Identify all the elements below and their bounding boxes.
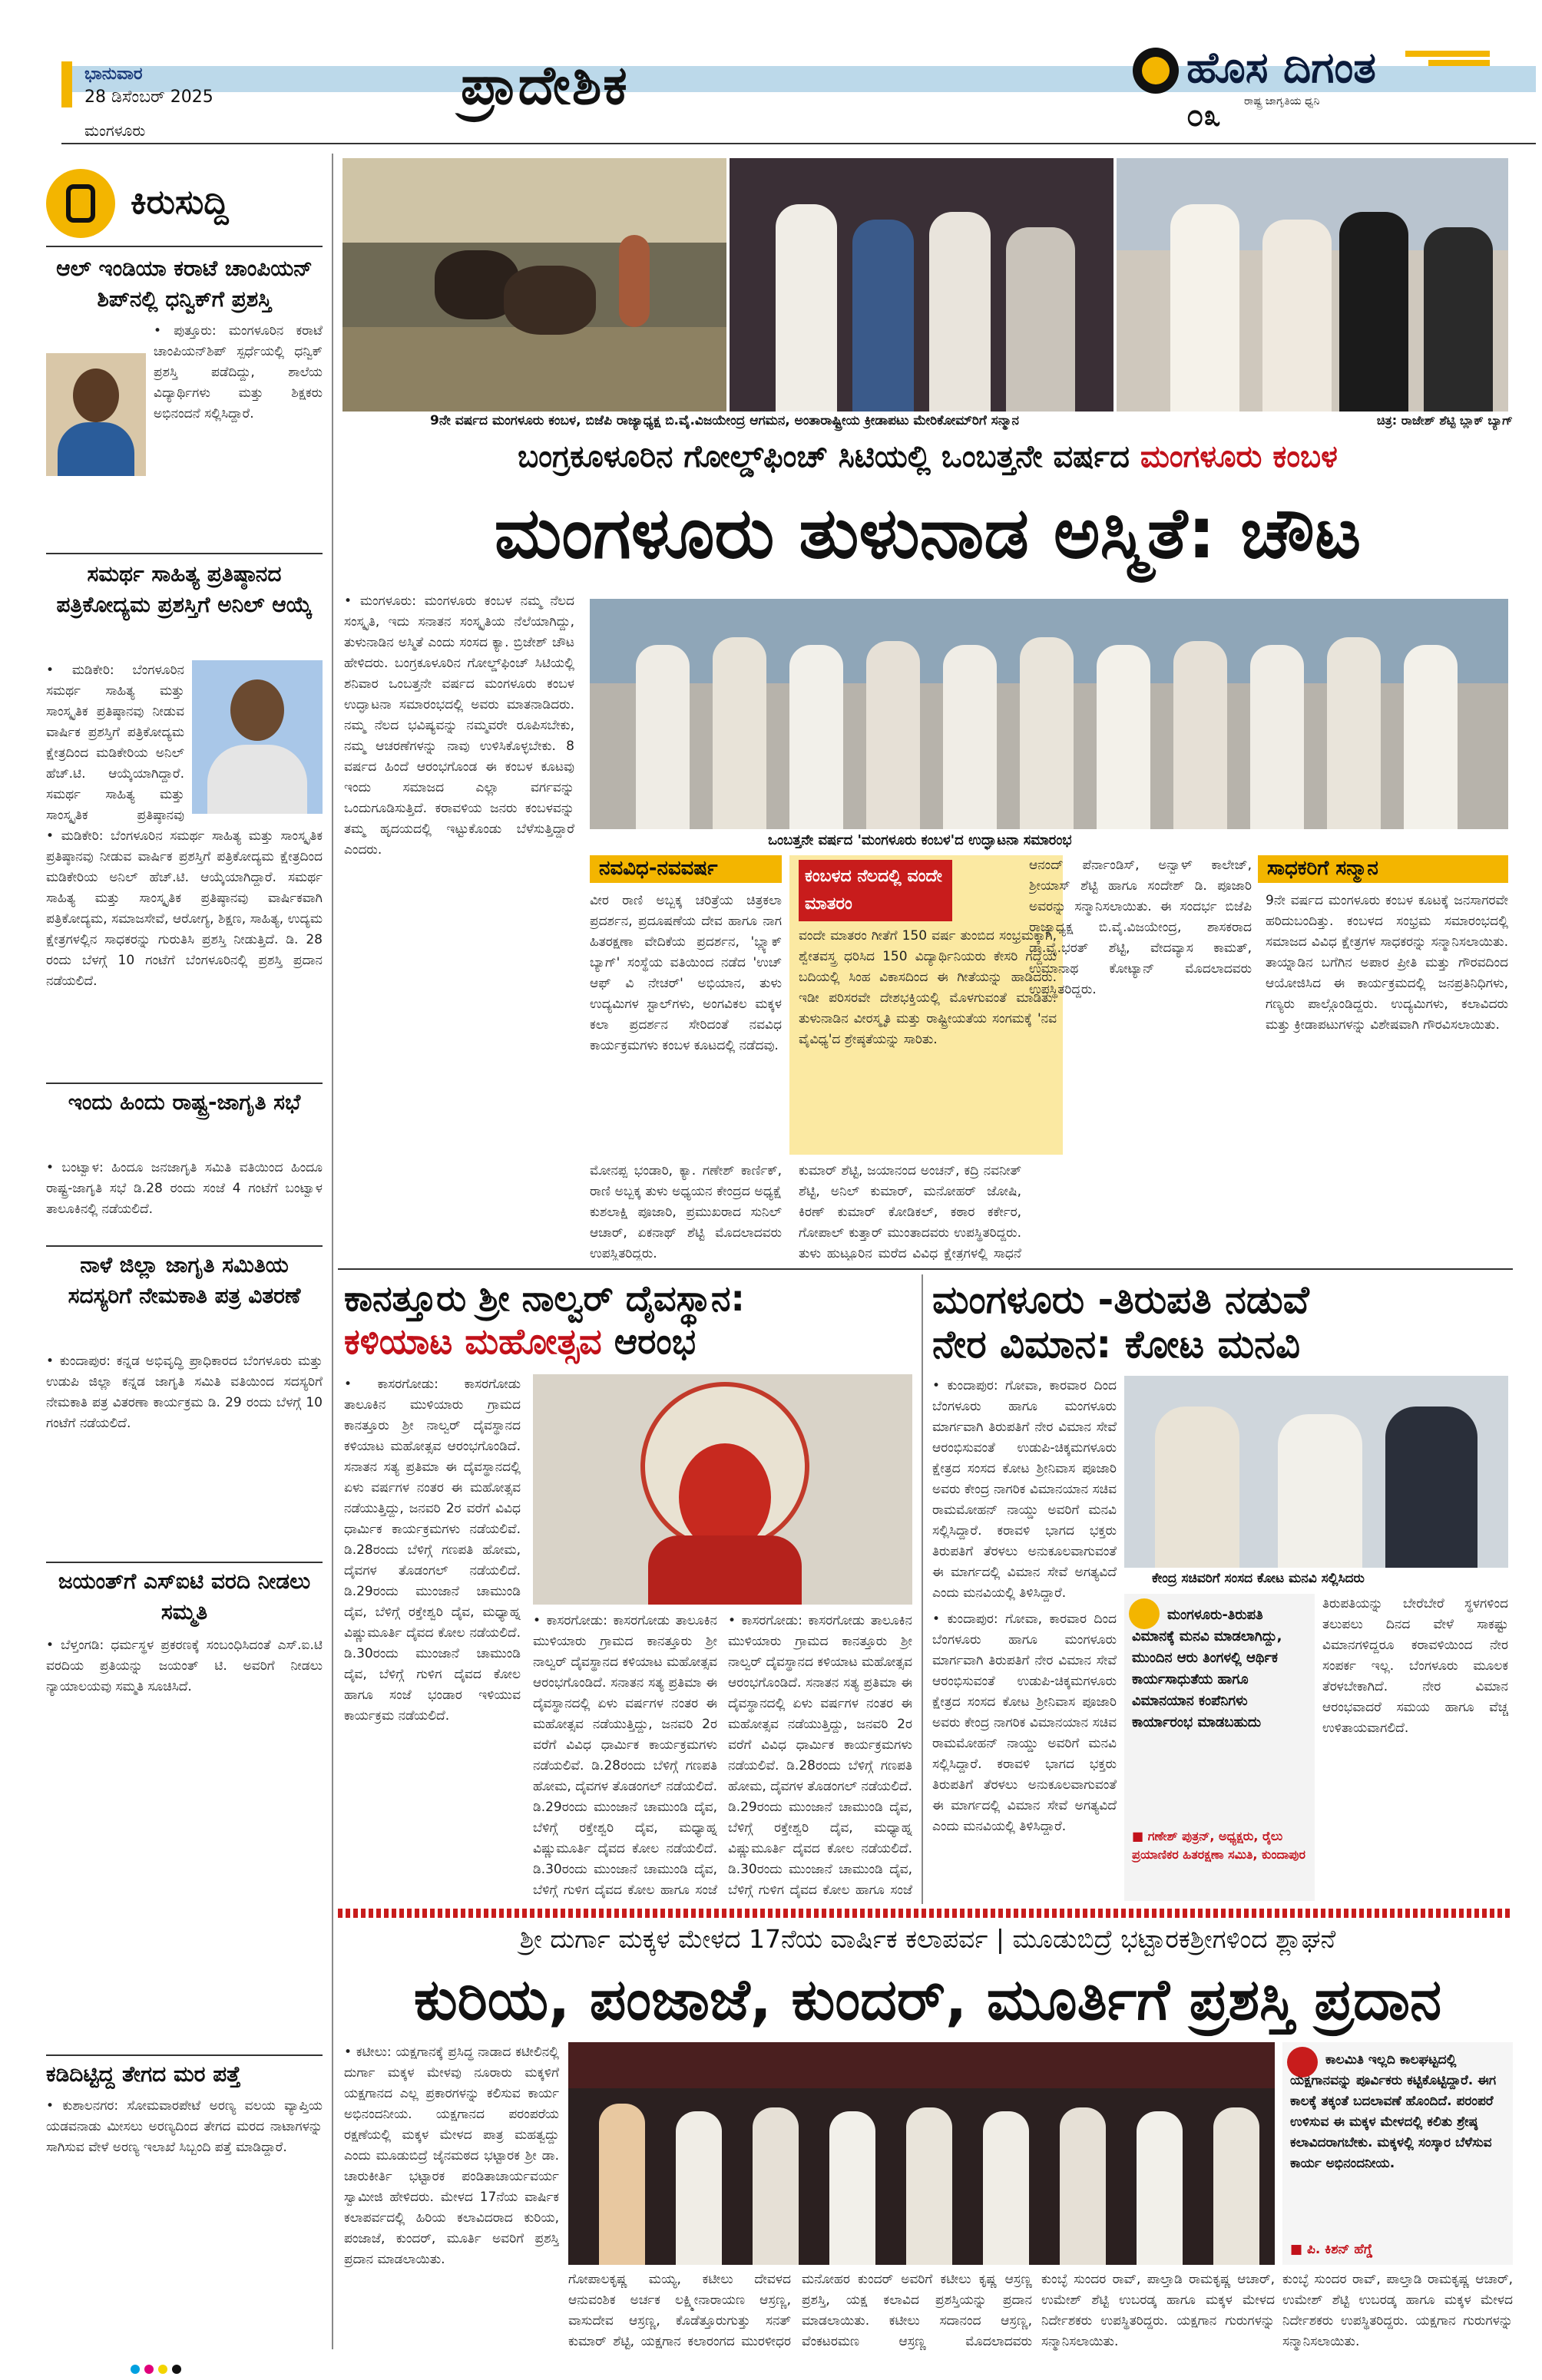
section-title: ಪ್ರಾದೇಶಿಕ xyxy=(461,54,629,117)
reg-dot xyxy=(144,2365,154,2374)
kiru-suddi-label: ಕಿರುಸುದ್ದಿ xyxy=(131,183,229,222)
logo-emblem-icon xyxy=(1133,48,1179,94)
kiru-headline-6: ಕಡಿದಿಟ್ಟಿದ್ದ ತೇಗದ ಮರ ಪತ್ತೆ xyxy=(46,2061,241,2087)
kiru-text-2a: • ಮಡಿಕೇರಿ: ಬೆಂಗಳೂರಿನ ಸಮರ್ಥ ಸಾಹಿತ್ಯ ಮತ್ತು ಸಾಂಸ್ಕೃತಿಕ ಪ್ರತಿಷ್ಠಾನವು ನೀಡುವ ವಾರ್ಷಿಕ ಪ್ರಶಸ್ತಿಗೆ ಪತ್ರಿಕೋದ್ಯಮ ಕ್ಷೇತ್ರದಿಂದ ಮಡಿಕೇರಿಯ ಅನಿಲ್ ಹೆಚ್.ಟಿ. ಆಯ್ಕೆಯಾಗಿದ್ದಾರೆ. ಸಮರ್ಥ ಸಾಹಿತ್ಯ ಮತ್ತು ಸಾಂಸ್ಕೃತಿಕ ಪ್ರತಿಷ್ಠಾನವು xyxy=(46,663,184,823)
kiru-text-3: • ಬಂಟ್ವಾಳ: ಹಿಂದೂ ಜನಜಾಗೃತಿ ಸಮಿತಿ ವತಿಯಿಂದ ಹಿಂದೂ ರಾಷ್ಟ್ರ-ಜಾಗೃತಿ ಸಭೆ ಡಿ.28 ರಂದು ಸಂಜೆ 4 ಗಂಟೆಗೆ ಬಂಟ್ವಾಳ ತಾಲೂಕಿನಲ್ಲಿ ನಡೆಯಲಿದೆ. xyxy=(46,1160,323,1217)
tirupati-headline-2: ನೇರ ವಿಮಾನ: ಕೋಟ ಮನವಿ xyxy=(932,1322,1301,1367)
kiru-photo-1 xyxy=(46,353,146,476)
tirupati-quote-author: ■ ಗಣೇಶ್ ಪುತ್ರನ್, ಅಧ್ಯಕ್ಷರು, ರೈಲು ಪ್ರಯಾಣಿಕರ ಹಿತರಕ್ಷಣಾ ಸಮಿತಿ, ಕುಂದಾಪುರ xyxy=(1132,1829,1305,1862)
paper-tagline: ರಾಷ್ಟ್ರ ಜಾಗೃತಿಯ ಧ್ವನಿ xyxy=(1244,95,1320,107)
sadhaka-body: 9ನೇ ವರ್ಷದ ಮಂಗಳೂರು ಕಂಬಳ ಕೂಟಕ್ಕೆ ಜನಸಾಗರವೇ ಹರಿದುಬಂದಿತ್ತು. ಕಂಬಳದ ಸಂಭ್ರಮ ಸಮಾರಂಭದಲ್ಲಿ ಸಮಾಜದ ವಿವಿಧ ಕ್ಷೇತ್ರಗಳ ಸಾಧಕರನ್ನು ಸನ್ಮಾನಿಸಲಾಯಿತು. ತಾಯ್ನಾಡಿನ ಬಗೆಗಿನ ಅಪಾರ ಪ್ರೀತಿ ಮತ್ತು ಗೌರವದಿಂದ ಆಯೋಜಿಸಿದ ಈ ಕಾರ್ಯಕ್ರಮದಲ್ಲಿ ಜನಪ್ರತಿನಿಧಿಗಳು, ಗಣ್ಯರು ಪಾಲ್ಗೊಂಡಿದ್ದರು. ಉದ್ಯಮಿಗಳು, ಕಲಾವಿದರು ಮತ್ತು ಕ್ರೀಡಾಪಟುಗಳನ್ನು ವಿಶೇಷವಾಗಿ ಗೌರವಿಸಲಾಯಿತು. xyxy=(1266,893,1508,1033)
tirupati-headline-1: ಮಂಗಳೂರು -ತಿರುಪತಿ ನಡುವೆ xyxy=(932,1278,1309,1322)
kurri-body-3: ಮನೋಹರ ಕುಂದರ್ ಅವರಿಗೆ ಕಟೀಲು ಕೃಷ್ಣ ಆಸ್ರಣ್ಣ ಪ್ರಶಸ್ತಿ, ಯಕ್ಷ ಕಲಾವಿದ ಪ್ರಶಸ್ತಿಯನ್ನು ಪ್ರದಾನ ಮಾಡಲಾಯಿತು. ಕಟೀಲು ಸದಾನಂದ ಆಸ್ರಣ್ಣ, ವೆಂಕಟರಮಣ ಆಸ್ರಣ್ಣ ಮೊದಲಾದವರು xyxy=(802,2272,1032,2349)
vande-body: ವಂದೇ ಮಾತರಂ ಗೀತೆಗೆ 150 ವರ್ಷ ತುಂಬಿದ ಸಂಭ್ರಮಕ್ಕಾಗಿ, ಶ್ವೇತವಸ್ತ್ರ ಧರಿಸಿದ 150 ವಿದ್ಯಾರ್ಥಿನಿಯರು ಕೇಸರಿ ಗದ್ದೆಯ ಬದಿಯಲ್ಲಿ ಸಿಂಹ ವಿಕಾಸದಿಂದ ಈ ಗೀತೆಯನ್ನು ಹಾಡಿದರು. ಇಡೀ ಪರಿಸರವೇ ದೇಶಭಕ್ತಿಯಲ್ಲಿ ಮೊಳಗುವಂತೆ ಮಾಡಿತು. ತುಳುನಾಡಿನ ವೀರಸ್ಮೃತಿ ಮತ್ತು ರಾಷ್ಟ್ರೀಯತೆಯ ಸಂಗಮಕ್ಕೆ 'ನವ ವೈವಿಧ್ಯ'ದ ಶ್ರೇಷ್ಠತೆಯನ್ನು ಸಾರಿತು. xyxy=(799,928,1057,1047)
lead-kicker-text: ಬಂಗ್ರಕೂಳೂರಿನ ಗೋಲ್ಡ್‌ಫಿಂಚ್ ಸಿಟಿಯಲ್ಲಿ ಒಂಬತ್ತನೇ ವರ್ಷದ xyxy=(518,439,1140,474)
kanattur-body: • ಕಾಸರಗೋಡು: ಕಾಸರಗೋಡು ತಾಲೂಕಿನ ಮುಳಿಯಾರು ಗ್ರಾಮದ ಕಾನತ್ತೂರು ಶ್ರೀ ನಾಲ್ವರ್ ದೈವಸ್ಥಾನದ ಕಳಿಯಾಟ ಮಹೋತ್ಸವ ಆರಂಭಗೊಂಡಿದೆ. ಸನಾತನ ಸತ್ಯ ಪ್ರತಿಮಾ ಈ ದೈವಸ್ಥಾನದಲ್ಲಿ ಏಳು ವರ್ಷಗಳ ನಂತರ ಈ ಮಹೋತ್ಸವ ನಡೆಯುತ್ತಿದ್ದು, ಜನವರಿ 2ರ ವರೆಗೆ ವಿವಿಧ ಧಾರ್ಮಿಕ ಕಾರ್ಯಕ್ರಮಗಳು ನಡೆಯಲಿವೆ. ಡಿ.28ರಂದು ಬೆಳಿಗ್ಗೆ ಗಣಪತಿ ಹೋಮ, ದೈವಗಳ ತೊಡಂಗಲ್ ನಡೆಯಲಿದೆ. ಡಿ.29ರಂದು ಮುಂಜಾನೆ ಚಾಮುಂಡಿ ದೈವ, ಬೆಳಿಗ್ಗೆ ರಕ್ತೇಶ್ವರಿ ದೈವ, ಮಧ್ಯಾಹ್ನ ವಿಷ್ಣುಮೂರ್ತಿ ದೈವದ ಕೋಲ ನಡೆಯಲಿದೆ. ಡಿ.30ರಂದು ಮುಂಜಾನೆ ಚಾಮುಂಡಿ ದೈವ, ಬೆಳಿಗ್ಗೆ ಗುಳಿಗ ದೈವದ ಕೋಲ ಹಾಗೂ ಸಂಜೆ ಭಂಡಾರ ಇಳಿಯುವ ಕಾರ್ಯಕ್ರಮ ನಡೆಯಲಿದೆ. xyxy=(344,1377,521,1724)
kurri-kicker: ಶ್ರೀ ದುರ್ಗಾ ಮಕ್ಕಳ ಮೇಳದ 17ನೆಯ ವಾರ್ಷಿಕ ಕಲಾಪರ್ವ | ಮೂಡುಬಿದ್ರೆ ಭಟ್ಟಾರಕಶ್ರೀಗಳಿಂದ ಶ್ಲಾಘನೆ xyxy=(519,1924,1336,1954)
tirupati-quote: ಮಂಗಳೂರು-ತಿರುಪತಿ ವಿಮಾನಕ್ಕೆ ಮನವಿ ಮಾಡಲಾಗಿದ್ದು, ಮುಂದಿನ ಆರು ತಿಂಗಳಲ್ಲಿ ಆರ್ಥಿಕ ಕಾರ್ಯಸಾಧುತೆಯ ಹಾಗೂ ವಿಮಾನಯಾನ ಕಂಪೆನಿಗಳು ಕಾರ್ಯಾರಂಭ ಮಾಡಬಹುದು xyxy=(1132,1607,1282,1730)
kurri-quote-author: ■ ಪಿ. ಕಿಶನ್ ಹೆಗ್ಡೆ xyxy=(1290,2242,1373,2257)
left-column-divider xyxy=(332,154,333,2349)
kota-caption: ಕೇಂದ್ರ ಸಚಿವರಿಗೆ ಸಂಸದ ಕೋಟ ಮನವಿ ಸಲ್ಲಿಸಿದರು xyxy=(1152,1571,1365,1586)
kiru-sep-4 xyxy=(46,1562,323,1563)
kiru-headline-3: ಇಂದು ಹಿಂದು ರಾಷ್ಟ್ರ-ಜಾಗೃತಿ ಸಭೆ xyxy=(68,1089,301,1115)
header-day: ಭಾನುವಾರ xyxy=(84,64,143,84)
inauguration-caption: ಒಂಬತ್ತನೇ ವರ್ಷದ 'ಮಂಗಳೂರು ಕಂಬಳ'ದ ಉದ್ಘಾಟನಾ ಸಮಾರಂಭ xyxy=(768,832,1072,848)
kiru-text-5: • ಬೆಳ್ತಂಗಡಿ: ಧರ್ಮಸ್ಥಳ ಪ್ರಕರಣಕ್ಕೆ ಸಂಬಂಧಿಸಿದಂತೆ ಎಸ್.ಐ.ಟಿ ವರದಿಯ ಪ್ರತಿಯನ್ನು ಜಯಂತ್ ಟಿ. ಅವರಿಗೆ ನೀಡಲು ನ್ಯಾಯಾಲಯವು ಸಮ್ಮತಿ ಸೂಚಿಸಿದೆ. xyxy=(46,1638,323,1694)
lead-kicker xyxy=(344,439,1511,474)
kanattur-body-2: • ಕಾಸರಗೋಡು: ಕಾಸರಗೋಡು ತಾಲೂಕಿನ ಮುಳಿಯಾರು ಗ್ರಾಮದ ಕಾನತ್ತೂರು ಶ್ರೀ ನಾಲ್ವರ್ ದೈವಸ್ಥಾನದ ಕಳಿಯಾಟ ಮಹೋತ್ಸವ ಆರಂಭಗೊಂಡಿದೆ. ಸನಾತನ ಸತ್ಯ ಪ್ರತಿಮಾ ಈ ದೈವಸ್ಥಾನದಲ್ಲಿ ಏಳು ವರ್ಷಗಳ ನಂತರ ಈ ಮಹೋತ್ಸವ ನಡೆಯುತ್ತಿದ್ದು, ಜನವರಿ 2ರ ವರೆಗೆ ವಿವಿಧ ಧಾರ್ಮಿಕ ಕಾರ್ಯಕ್ರಮಗಳು ನಡೆಯಲಿವೆ. ಡಿ.28ರಂದು ಬೆಳಿಗ್ಗೆ ಗಣಪತಿ ಹೋಮ, ದೈವಗಳ ತೊಡಂಗಲ್ ನಡೆಯಲಿದೆ. ಡಿ.29ರಂದು ಮುಂಜಾನೆ ಚಾಮುಂಡಿ ದೈವ, ಬೆಳಿಗ್ಗೆ ರಕ್ತೇಶ್ವರಿ ದೈವ, ಮಧ್ಯಾಹ್ನ ವಿಷ್ಣುಮೂರ್ತಿ ದೈವದ ಕೋಲ ನಡೆಯಲಿದೆ. ಡಿ.30ರಂದು ಮುಂಜಾನೆ ಚಾಮುಂಡಿ ದೈವ, ಬೆಳಿಗ್ಗೆ ಗುಳಿಗ ದೈವದ ಕೋಲ ಹಾಗೂ ಸಂಜೆ xyxy=(533,1613,717,1898)
reg-dot xyxy=(131,2365,140,2374)
kurri-body-4: ಕುಂಬ್ಳೆ ಸುಂದರ ರಾವ್, ಪಾಲ್ತಾಡಿ ರಾಮಕೃಷ್ಣ ಆಚಾರ್, ಉಮೇಶ್ ಶೆಟ್ಟಿ ಉಬರಡ್ಕ ಹಾಗೂ ಮಕ್ಕಳ ಮೇಳದ ನಿರ್ದೇಶಕರು ಉಪಸ್ಥಿತರಿದ್ದರು. ಯಕ್ಷಗಾನ ಗುರುಗಳನ್ನು ಸನ್ಮಾನಿಸಲಾಯಿತು. xyxy=(1041,2272,1275,2349)
reg-dot xyxy=(172,2365,181,2374)
kiru-suddi-icon xyxy=(46,169,115,238)
logo-bar-2 xyxy=(1428,60,1490,66)
photo-inauguration xyxy=(590,599,1508,829)
kiru-headline-1: ಆಲ್ ಇಂಡಿಯಾ ಕರಾಟೆ ಚಾಂಪಿಯನ್ ಶಿಪ್‌ನಲ್ಲಿ ಧನ್ವಿಕ್‌ಗೆ ಪ್ರಶಸ್ತಿ xyxy=(56,256,313,312)
photo-vijayendra-arrival xyxy=(730,158,1113,412)
logo-bar xyxy=(1405,51,1490,57)
kiru-sep-2 xyxy=(46,1083,323,1084)
top-photos-caption: 9ನೇ ವರ್ಷದ ಮಂಗಳೂರು ಕಂಬಳ, ಬಿಜೆಪಿ ರಾಜ್ಯಾಧ್ಯಕ್ಷ ಬಿ.ವೈ.ವಿಜಯೇಂದ್ರ ಆಗಮನ, ಅಂತಾರಾಷ್ಟ್ರೀಯ ಕ್ರೀಡಾಪಟು ಮೇರಿಕೋಮ್‌ರಿಗೆ ಸನ್ಮಾನ xyxy=(430,413,1019,428)
kanattur-body-3: • ಕಾಸರಗೋಡು: ಕಾಸರಗೋಡು ತಾಲೂಕಿನ ಮುಳಿಯಾರು ಗ್ರಾಮದ ಕಾನತ್ತೂರು ಶ್ರೀ ನಾಲ್ವರ್ ದೈವಸ್ಥಾನದ ಕಳಿಯಾಟ ಮಹೋತ್ಸವ ಆರಂಭಗೊಂಡಿದೆ. ಸನಾತನ ಸತ್ಯ ಪ್ರತಿಮಾ ಈ ದೈವಸ್ಥಾನದಲ್ಲಿ ಏಳು ವರ್ಷಗಳ ನಂತರ ಈ ಮಹೋತ್ಸವ ನಡೆಯುತ್ತಿದ್ದು, ಜನವರಿ 2ರ ವರೆಗೆ ವಿವಿಧ ಧಾರ್ಮಿಕ ಕಾರ್ಯಕ್ರಮಗಳು ನಡೆಯಲಿವೆ. ಡಿ.28ರಂದು ಬೆಳಿಗ್ಗೆ ಗಣಪತಿ ಹೋಮ, ದೈವಗಳ ತೊಡಂಗಲ್ ನಡೆಯಲಿದೆ. ಡಿ.29ರಂದು ಮುಂಜಾನೆ ಚಾಮುಂಡಿ ದೈವ, ಬೆಳಿಗ್ಗೆ ರಕ್ತೇಶ್ವರಿ ದೈವ, ಮಧ್ಯಾಹ್ನ ವಿಷ್ಣುಮೂರ್ತಿ ದೈವದ ಕೋಲ ನಡೆಯಲಿದೆ. ಡಿ.30ರಂದು ಮುಂಜಾನೆ ಚಾಮುಂಡಿ ದೈವ, ಬೆಳಿಗ್ಗೆ ಗುಳಿಗ ದೈವದ ಕೋಲ ಹಾಗೂ ಸಂಜೆ xyxy=(728,1613,912,1898)
lead-bottom-rule xyxy=(338,1268,1513,1270)
photo-kota-petition xyxy=(1124,1376,1508,1568)
kiru-rule xyxy=(46,246,323,247)
page-number: ೦೩ xyxy=(1186,98,1221,134)
sadhaka-title: ಸಾಧಕರಿಗೆ ಸನ್ಮಾನ xyxy=(1267,857,1378,880)
kurri-body-2: ಗೋಪಾಲಕೃಷ್ಣ ಮಯ್ಯ, ಕಟೀಲು ದೇವಳದ ಆನುವಂಶಿಕ ಅರ್ಚಕ ಲಕ್ಷ್ಮೀನಾರಾಯಣ ಆಸ್ರಣ್ಣ, ವಾಸುದೇವ ಆಸ್ರಣ್ಣ, ಕೊಡೆತ್ತೂರುಗುತ್ತು ಸನತ್ ಕುಮಾರ್ ಶೆಟ್ಟಿ, ಯಕ್ಷಗಾನ ಕಲಾರಂಗದ ಮುರಳೀಧರ xyxy=(568,2272,791,2349)
paper-name: ಹೊಸ ದಿಗಂತ xyxy=(1186,43,1376,93)
section-divider-stripes xyxy=(338,1909,1513,1918)
lead-kicker-red: ಮಂಗಳೂರು ಕಂಬಳ xyxy=(1140,439,1338,474)
kiru-headline-5: ಜಯಂತ್‌ಗೆ ಎಸ್‌ಐಟಿ ವರದಿ ನೀಡಲು ಸಮ್ಮತಿ xyxy=(58,1568,311,1625)
header-city: ಮಂಗಳೂರು xyxy=(84,121,146,140)
photo-award-stage xyxy=(568,2042,1275,2265)
kiru-sep-5 xyxy=(46,2054,323,2056)
reg-dot xyxy=(158,2365,167,2374)
lead-body: • ಮಂಗಳೂರು: ಮಂಗಳೂರು ಕಂಬಳ ನಮ್ಮ ನೆಲದ ಸಂಸ್ಕೃತಿ, ಇದು ಸನಾತನ ಸಂಸ್ಕೃತಿಯ ನೆಲೆಯಾಗಿದ್ದು, ತುಳುನಾಡಿನ ಅಸ್ಮಿತೆ ಎಂದು ಸಂಸದ ಕ್ಯಾ. ಬ್ರಿಜೇಶ್ ಚೌಟ ಹೇಳಿದರು. ಬಂಗ್ರಕೂಳೂರಿನ ಗೋಲ್ಡ್‌ಫಿಂಚ್ ಸಿಟಿಯಲ್ಲಿ ಶನಿವಾರ ಒಂಬತ್ತನೇ ವರ್ಷದ ಮಂಗಳೂರು ಕಂಬಳ ಉದ್ಘಾಟನಾ ಸಮಾರಂಭದಲ್ಲಿ ಅವರು ಮಾತನಾಡಿದರು. ನಮ್ಮ ನೆಲದ ಭವಿಷ್ಯವನ್ನು ನಮ್ಮವರೇ ರೂಪಿಸಬೇಕು, ನಮ್ಮ ಆಚರಣೆಗಳನ್ನು ನಾವು ಉಳಿಸಿಕೊಳ್ಳಬೇಕು. 8 ವರ್ಷದ ಹಿಂದೆ ಆರಂಭಗೊಂಡ ಈ ಕಂಬಳ ಕೂಟವು ಇಂದು ಸಮಾಜದ ಎಲ್ಲಾ ವರ್ಗವನ್ನು ಒಂದುಗೂಡಿಸುತ್ತಿದೆ. ಕರಾವಳಿಯ ಜನರು ಕಂಬಳವನ್ನು ತಮ್ಮ ಹೃದಯದಲ್ಲಿ ಇಟ್ಟುಕೊಂಡು ಬೆಳೆಸುತ್ತಿದ್ದಾರೆ ಎಂದರು. xyxy=(344,593,574,858)
tirupati-body-b: • ಕುಂದಾಪುರ: ಗೋವಾ, ಕಾರವಾರ ದಿಂದ ಬೆಂಗಳೂರು ಹಾಗೂ ಮಂಗಳೂರು ಮಾರ್ಗವಾಗಿ ತಿರುಪತಿಗೆ ನೇರ ವಿಮಾನ ಸೇವೆ ಆರಂಭಿಸುವಂತೆ ಉಡುಪಿ-ಚಿಕ್ಕಮಗಳೂರು ಕ್ಷೇತ್ರದ ಸಂಸದ ಕೋಟ ಶ್ರೀನಿವಾಸ ಪೂಜಾರಿ ಅವರು ಕೇಂದ್ರ ನಾಗರಿಕ ವಿಮಾನಯಾನ ಸಚಿವ ರಾಮಮೋಹನ್ ನಾಯ್ಡು ಅವರಿಗೆ ಮನವಿ ಸಲ್ಲಿಸಿದ್ದಾರೆ. ಕರಾವಳಿ ಭಾಗದ ಭಕ್ತರು ತಿರುಪತಿಗೆ ತೆರಳಲು ಅನುಕೂಲವಾಗುವಂತೆ ಈ ಮಾರ್ಗದಲ್ಲಿ ವಿಮಾನ ಸೇವೆ ಅಗತ್ಯವಿದೆ ಎಂದು ಮನವಿಯಲ್ಲಿ ತಿಳಿಸಿದ್ದಾರೆ. xyxy=(932,1611,1117,1834)
header-rule xyxy=(61,143,1536,144)
kiru-photo-2 xyxy=(192,660,323,814)
kurri-headline: ಕುರಿಯ, ಪಂಜಾಜೆ, ಕುಂದರ್, ಮೂರ್ತಿಗೆ ಪ್ರಶಸ್ತಿ ಪ್ರದಾನ xyxy=(413,1967,1442,2033)
lead-cont-1: ಮೋನಪ್ಪ ಭಂಡಾರಿ, ಕ್ಯಾ. ಗಣೇಶ್ ಕಾರ್ಣಿಕ್, ರಾಣಿ ಅಬ್ಬಕ್ಕ ತುಳು ಅಧ್ಯಯನ ಕೇಂದ್ರದ ಅಧ್ಯಕ್ಷೆ ಕುಶಲಾಕ್ಷಿ ಪೂಜಾರಿ, ಪ್ರಮುಖರಾದ ಸುನಿಲ್ ಆಚಾರ್, ಏಕನಾಥ್ ಶೆಟ್ಟಿ ಮೊದಲಾದವರು ಉಪಸ್ಥಿತರಿದ್ದರು. xyxy=(590,1163,782,1261)
kurri-body: • ಕಟೀಲು: ಯಕ್ಷಗಾನಕ್ಕೆ ಪ್ರಸಿದ್ಧ ನಾಡಾದ ಕಟೀಲಿನಲ್ಲಿ ದುರ್ಗಾ ಮಕ್ಕಳ ಮೇಳವು ನೂರಾರು ಮಕ್ಕಳಿಗೆ ಯಕ್ಷಗಾನದ ಎಲ್ಲ ಪ್ರಕಾರಗಳನ್ನು ಕಲಿಸುವ ಕಾರ್ಯ ಅಭಿನಂದನೀಯ. ಯಕ್ಷಗಾನದ ಪರಂಪರೆಯ ರಕ್ಷಣೆಯಲ್ಲಿ ಮಕ್ಕಳ ಮೇಳದ ಪಾತ್ರ ಮಹತ್ವದ್ದು ಎಂದು ಮೂಡುಬಿದ್ರೆ ಜೈನಮಠದ ಭಟ್ಟಾರಕ ಶ್ರೀ ಡಾ. ಚಾರುಕೀರ್ತಿ ಭಟ್ಟಾರಕ ಪಂಡಿತಾಚಾರ್ಯವರ್ಯ ಸ್ವಾಮೀಜಿ ಹೇಳಿದರು. ಮೇಳದ 17ನೆಯ ವಾರ್ಷಿಕ ಕಲಾಪರ್ವದಲ್ಲಿ ಹಿರಿಯ ಕಲಾವಿದರಾದ ಕುರಿಯ, ಪಂಜಾಜೆ, ಕುಂದರ್, ಮೂರ್ತಿ ಅವರಿಗೆ ಪ್ರಶಸ್ತಿ ಪ್ರದಾನ ಮಾಡಲಾಯಿತು. xyxy=(344,2044,559,2267)
kiru-headline-2: ಸಮರ್ಥ ಸಾಹಿತ್ಯ ಪ್ರತಿಷ್ಠಾನದ ಪತ್ರಿಕೋದ್ಯಮ ಪ್ರಶಸ್ತಿಗೆ ಅನಿಲ್ ಆಯ್ಕೆ xyxy=(56,561,313,617)
navavidha-title: ನವವಿಧ-ನವವರ್ಷ xyxy=(599,857,718,880)
kanattur-headline-2 xyxy=(344,1321,912,1364)
kiru-text-1: • ಪುತ್ತೂರು: ಮಂಗಳೂರಿನ ಕರಾಟೆ ಚಾಂಪಿಯನ್‌ಶಿಪ್ ಸ್ಪರ್ಧೆಯಲ್ಲಿ ಧನ್ವಿಕ್ ಪ್ರಶಸ್ತಿ ಪಡೆದಿದ್ದು, ಶಾಲೆಯ ವಿದ್ಯಾರ್ಥಿಗಳು ಮತ್ತು ಶಿಕ್ಷಕರು ಅಭಿನಂದನೆ ಸಲ್ಲಿಸಿದ್ದಾರೆ. xyxy=(154,323,323,421)
lead-cont-3: ಆನಂದ್ ಪೆರ್ನಾಂಡಿಸ್, ಅನ್ವಾಳ್ ಕಾಲೇಜ್, ಶ್ರೀಯಾಸ್ ಶೆಟ್ಟಿ ಹಾಗೂ ಸಂದೇಶ್ ಡಿ. ಪೂಜಾರಿ ಅವರನ್ನು ಸನ್ಮಾನಿಸಲಾಯಿತು. ಈ ಸಂದರ್ಭ ಬಿಜೆಪಿ ರಾಜ್ಯಾಧ್ಯಕ್ಷ ಬಿ.ವೈ.ವಿಜಯೇಂದ್ರ, ಶಾಸಕರಾದ ಡಾ.ವೈ.ಭರತ್ ಶೆಟ್ಟಿ, ವೇದವ್ಯಾಸ ಕಾಮತ್, ಉಮಾನಾಥ ಕೋಟ್ಯಾನ್ ಮೊದಲಾದವರು ಉಪಸ್ಥಿತರಿದ್ದರು. xyxy=(1029,858,1252,997)
kurri-body-5: ಕುಂಬ್ಳೆ ಸುಂದರ ರಾವ್, ಪಾಲ್ತಾಡಿ ರಾಮಕೃಷ್ಣ ಆಚಾರ್, ಉಮೇಶ್ ಶೆಟ್ಟಿ ಉಬರಡ್ಕ ಹಾಗೂ ಮಕ್ಕಳ ಮೇಳದ ನಿರ್ದೇಶಕರು ಉಪಸ್ಥಿತರಿದ್ದರು. ಯಕ್ಷಗಾನ ಗುರುಗಳನ್ನು ಸನ್ಮಾನಿಸಲಾಯಿತು. xyxy=(1282,2272,1513,2349)
kanattur-divider xyxy=(922,1274,923,1904)
kiru-sep-1 xyxy=(46,553,323,554)
header-date: 28 ಡಿಸೆಂಬರ್ 2025 xyxy=(84,88,213,107)
lead-headline: ಮಂಗಳೂರು ತುಳುನಾಡ ಅಸ್ಮಿತೆ: ಚೌಟ xyxy=(494,492,1362,574)
kanattur-headline-red: ಕಳಿಯಾಟ ಮಹೋತ್ಸವ xyxy=(344,1321,602,1362)
kiru-text-2b: • ಮಡಿಕೇರಿ: ಬೆಂಗಳೂರಿನ ಸಮರ್ಥ ಸಾಹಿತ್ಯ ಮತ್ತು ಸಾಂಸ್ಕೃತಿಕ ಪ್ರತಿಷ್ಠಾನವು ನೀಡುವ ವಾರ್ಷಿಕ ಪ್ರಶಸ್ತಿಗೆ ಪತ್ರಿಕೋದ್ಯಮ ಕ್ಷೇತ್ರದಿಂದ ಮಡಿಕೇರಿಯ ಅನಿಲ್ ಹೆಚ್.ಟಿ. ಆಯ್ಕೆಯಾಗಿದ್ದಾರೆ. ಸಮರ್ಥ ಸಾಹಿತ್ಯ ಮತ್ತು ಸಾಂಸ್ಕೃತಿಕ ಪ್ರತಿಷ್ಠಾನವು ವಾರ್ಷಿಕವಾಗಿ ಪತ್ರಿಕೋದ್ಯಮ, ಸಮಾಜಸೇವೆ, ಆರೋಗ್ಯ, ಶಿಕ್ಷಣ, ಸಾಹಿತ್ಯ, ಉದ್ಯಮ ಕ್ಷೇತ್ರಗಳಲ್ಲಿನ ಸಾಧಕರನ್ನು ಗುರುತಿಸಿ ಪ್ರಶಸ್ತಿ ನೀಡುತ್ತಿದೆ. ಡಿ. 28 ರಂದು ಬೆಳಗ್ಗೆ 10 ಗಂಟೆಗೆ ಬೆಂಗಳೂರಿನಲ್ಲಿ ಪ್ರಶಸ್ತಿ ಪ್ರದಾನ ನಡೆಯಲಿದೆ. xyxy=(46,828,323,989)
navavidha-body: ವೀರ ರಾಣಿ ಅಬ್ಬಕ್ಕ ಚರಿತ್ರೆಯ ಚಿತ್ರಕಲಾ ಪ್ರದರ್ಶನ, ಪ್ರದೂಷಣೆಯ ದೇವ ಹಾಗೂ ನಾಗ ಹಿತರಕ್ಷಣಾ ವೇದಿಕೆಯ ಪ್ರದರ್ಶನ, 'ಬ್ಲ್ಯಾಕ್ ಬ್ಯಾಗ್' ಸಂಸ್ಥೆಯ ವತಿಯಿಂದ ನಡೆದ 'ಉಚ್ ಆಫ್ ವಿ ನೇಚರ್' ಅಭಿಯಾನ, ತುಳು ಉದ್ಯಮಿಗಳ ಸ್ಟಾಲ್‌ಗಳು, ಅಂಗವಿಕಲ ಮಕ್ಕಳ ಕಲಾ ಪ್ರದರ್ಶನ ಸೇರಿದಂತೆ ನವವಿಧ ಕಾರ್ಯಕ್ರಮಗಳು ಕಂಬಳ ಕೂಟದಲ್ಲಿ ನಡೆದವು. xyxy=(590,893,782,1053)
kurri-quote: ಕಾಲಮಿತಿ ಇಲ್ಲದಿ ಕಾಲಘಟ್ಟದಲ್ಲಿ ಯಕ್ಷಗಾನವನ್ನು ಪೂರ್ವಿಕರು ಕಟ್ಟಿಕೊಟ್ಟಿದ್ದಾರೆ. ಈಗ ಕಾಲಕ್ಕೆ ತಕ್ಕಂತೆ ಬದಲಾವಣೆ ಹೊಂದಿದೆ. ಪರಂಪರೆ ಉಳಿಸುವ ಈ ಮಕ್ಕಳ ಮೇಳದಲ್ಲಿ ಕಲಿತು ಶ್ರೇಷ್ಠ ಕಲಾವಿದರಾಗಬೇಕು. ಮಕ್ಕಳಲ್ಲಿ ಸಂಸ್ಕಾರ ಬೆಳೆಸುವ ಕಾರ್ಯ ಅಭಿನಂದನೀಯ. xyxy=(1290,2052,1497,2171)
kiru-text-6: • ಕುಶಾಲನಗರ: ಸೋಮವಾರಪೇಟೆ ಅರಣ್ಯ ವಲಯ ವ್ಯಾಪ್ತಿಯ ಯಡವನಾಡು ಮೀಸಲು ಅರಣ್ಯದಿಂದ ತೇಗದ ಮರದ ನಾಟಾಗಳನ್ನು ಸಾಗಿಸುವ ವೇಳೆ ಅರಣ್ಯ ಇಲಾಖೆ ಸಿಬ್ಬಂದಿ ಪತ್ತೆ ಮಾಡಿದ್ದಾರೆ. xyxy=(46,2098,323,2155)
vande-title: ಕಂಬಳದ ನೆಲದಲ್ಲಿ ವಂದೇ ಮಾತರಂ xyxy=(799,860,952,921)
photo-theyyam xyxy=(533,1374,912,1605)
photo-kambala-race xyxy=(342,158,726,412)
top-photos-credit: ಚಿತ್ರ: ರಾಜೇಶ್ ಶೆಟ್ಟಿ ಬ್ಲಾಕ್ ಬ್ಯಾಗ್ xyxy=(1376,413,1513,428)
photo-marykom-honour xyxy=(1117,158,1508,412)
lead-cont-2: ಕುಮಾರ್ ಶೆಟ್ಟಿ, ಜಯಾನಂದ ಅಂಚನ್, ಕದ್ರಿ ನವನೀತ್ ಶೆಟ್ಟಿ, ಅನಿಲ್ ಕುಮಾರ್, ಮನೋಹರ್ ಜೋಷಿ, ಕಿರಣ್ ಕುಮಾರ್ ಕೋಡಿಕಲ್, ಕಠಾರ ಕರ್ಕೇರ, ಗೋಪಾಲ್ ಕುತ್ತಾರ್ ಮುಂತಾದವರು ಉಪಸ್ಥಿತರಿದ್ದರು. ತುಳು ಹುಟ್ಟೂರಿನ ಮರೆದ ವಿವಿಧ ಕ್ಷೇತ್ರಗಳಲ್ಲಿ ಸಾಧನೆ xyxy=(799,1163,1021,1261)
kanattur-headline-end: ಆರಂಭ xyxy=(601,1321,697,1362)
tirupati-body-2: ತಿರುಪತಿಯನ್ನು ಬೇರೆಬೇರೆ ಸ್ಥಳಗಳಿಂದ ತಲುಪಲು ದಿನದ ವೇಳೆ ಸಾಕಷ್ಟು ವಿಮಾನಗಳಿದ್ದರೂ ಕರಾವಳಿಯಿಂದ ನೇರ ಸಂಪರ್ಕ ಇಲ್ಲ. ಬೆಂಗಳೂರು ಮೂಲಕ ತೆರಳಬೇಕಾಗಿದೆ. ನೇರ ವಿಮಾನ ಆರಂಭವಾದರೆ ಸಮಯ ಹಾಗೂ ವೆಚ್ಚ ಉಳಿತಾಯವಾಗಲಿದೆ. xyxy=(1322,1596,1508,1736)
kanattur-headline: ಕಾನತ್ತೂರು ಶ್ರೀ ನಾಲ್ವರ್ ದೈವಸ್ಥಾನ: xyxy=(344,1278,745,1319)
kiru-sep-3 xyxy=(46,1245,323,1247)
tirupati-body: • ಕುಂದಾಪುರ: ಗೋವಾ, ಕಾರವಾರ ದಿಂದ ಬೆಂಗಳೂರು ಹಾಗೂ ಮಂಗಳೂರು ಮಾರ್ಗವಾಗಿ ತಿರುಪತಿಗೆ ನೇರ ವಿಮಾನ ಸೇವೆ ಆರಂಭಿಸುವಂತೆ ಉಡುಪಿ-ಚಿಕ್ಕಮಗಳೂರು ಕ್ಷೇತ್ರದ ಸಂಸದ ಕೋಟ ಶ್ರೀನಿವಾಸ ಪೂಜಾರಿ ಅವರು ಕೇಂದ್ರ ನಾಗರಿಕ ವಿಮಾನಯಾನ ಸಚಿವ ರಾಮಮೋಹನ್ ನಾಯ್ಡು ಅವರಿಗೆ ಮನವಿ ಸಲ್ಲಿಸಿದ್ದಾರೆ. ಕರಾವಳಿ ಭಾಗದ ಭಕ್ತರು ತಿರುಪತಿಗೆ ತೆರಳಲು ಅನುಕೂಲವಾಗುವಂತೆ ಈ ಮಾರ್ಗದಲ್ಲಿ ವಿಮಾನ ಸೇವೆ ಅಗತ್ಯವಿದೆ ಎಂದು ಮನವಿಯಲ್ಲಿ ತಿಳಿಸಿದ್ದಾರೆ. xyxy=(932,1378,1117,1601)
kiru-text-4: • ಕುಂದಾಪುರ: ಕನ್ನಡ ಅಭಿವೃದ್ಧಿ ಪ್ರಾಧಿಕಾರದ ಬೆಂಗಳೂರು ಮತ್ತು ಉಡುಪಿ ಜಿಲ್ಲಾ ಕನ್ನಡ ಜಾಗೃತಿ ಸಮಿತಿ ವತಿಯಿಂದ ಸದಸ್ಯರಿಗೆ ನೇಮಕಾತಿ ಪತ್ರ ವಿತರಣಾ ಕಾರ್ಯಕ್ರಮ ಡಿ. 29 ರಂದು ಬೆಳಗ್ಗೆ 10 ಗಂಟೆಗೆ ನಡೆಯಲಿದೆ. xyxy=(46,1354,323,1431)
header-accent xyxy=(61,61,72,107)
kiru-headline-4: ನಾಳೆ ಜಿಲ್ಲಾ ಜಾಗೃತಿ ಸಮಿತಿಯ ಸದಸ್ಯರಿಗೆ ನೇಮಕಾತಿ ಪತ್ರ ವಿತರಣೆ xyxy=(68,1252,301,1308)
